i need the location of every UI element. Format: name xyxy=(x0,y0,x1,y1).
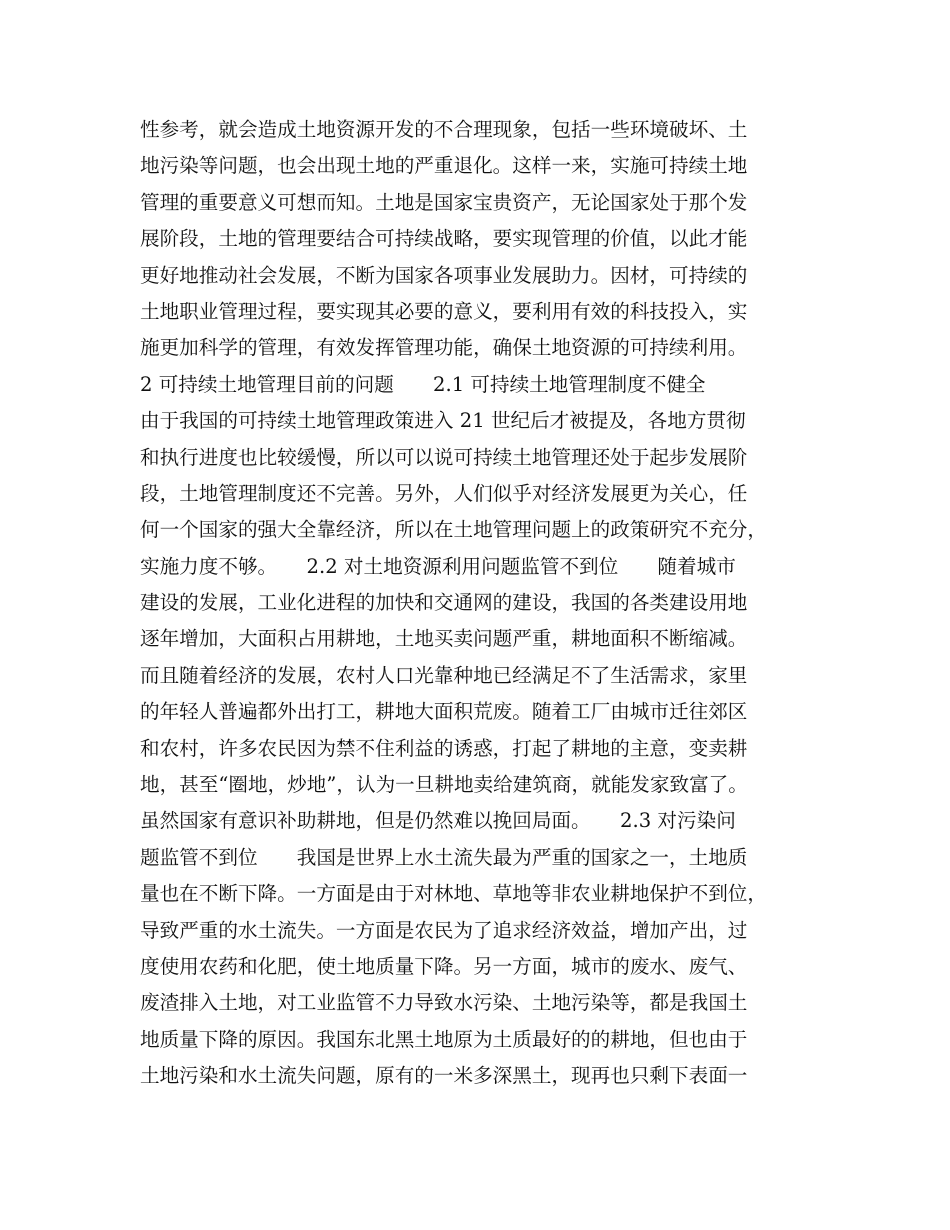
text-line: 量也在不断下降。一方面是由于对林地、草地等非农业耕地保护不到位， xyxy=(140,882,767,906)
body-text xyxy=(140,112,820,1095)
text-line: 和执行进度也比较缓慢，所以可以说可持续土地管理还处于起步发展阶 xyxy=(140,445,748,469)
text-line: 题监管不到位 我国是世界上水土流失最为严重的国家之一，土地质 xyxy=(140,845,748,869)
text-line: 地质量下降的原因。我国东北黑土地原为土质最好的的耕地，但也由于 xyxy=(140,1027,748,1051)
text-line: 管理的重要意义可想而知。土地是国家宝贵资产，无论国家处于那个发 xyxy=(140,190,748,214)
text-line: 导致严重的水土流失。一方面是农民为了追求经济效益，增加产出，过 xyxy=(140,918,748,942)
section-heading-line: 2 可持续土地管理目前的问题 2.1 可持续土地管理制度不健全 xyxy=(140,372,706,396)
text-line: 地，甚至“圈地，炒地”，认为一旦耕地卖给建筑商，就能发家致富了。 xyxy=(140,773,748,797)
text-line: 度使用农药和化肥，使土地质量下降。另一方面，城市的废水、废气、 xyxy=(140,954,748,978)
text-line: 展阶段，土地的管理要结合可持续战略，要实现管理的价值，以此才能 xyxy=(140,227,748,251)
text-line: 性参考，就会造成土地资源开发的不合理现象，包括一些环境破坏、土 xyxy=(140,118,748,141)
text-line: 更好地推动社会发展，不断为国家各项事业发展助力。因材，可持续的 xyxy=(140,263,748,287)
text-line: 土地职业管理过程，要实现其必要的意义，要利用有效的科技投入，实 xyxy=(140,299,748,323)
text-line: 地污染等问题，也会出现土地的严重退化。这样一来，实施可持续土地 xyxy=(140,154,748,178)
text-line: 逐年增加，大面积占用耕地，土地买卖问题严重，耕地面积不断缩减。 xyxy=(140,627,748,651)
text-line: 的年轻人普遍都外出打工，耕地大面积荒废。随着工厂由城市迁往郊区 xyxy=(140,700,748,724)
text-line: 何一个国家的强大全靠经济，所以在土地管理问题上的政策研究不充分， xyxy=(140,518,767,542)
text-line: 和农村，许多农民因为禁不住利益的诱惑，打起了耕地的主意，变卖耕 xyxy=(140,736,748,760)
text-line: 实施力度不够。 2.2 对土地资源利用问题监管不到位 随着城市 xyxy=(140,554,736,578)
text-line: 段，土地管理制度还不完善。另外，人们似乎对经济发展更为关心，任 xyxy=(140,481,748,505)
text-line: 而且随着经济的发展，农村人口光靠种地已经满足不了生活需求，家里 xyxy=(140,663,748,687)
text-line: 由于我国的可持续土地管理政策进入 21 世纪后才被提及，各地方贯彻 xyxy=(140,409,746,433)
text-line: 施更加科学的管理，有效发挥管理功能，确保土地资源的可持续利用。 xyxy=(140,336,748,360)
text-line: 土地污染和水土流失问题，原有的一米多深黑土，现再也只剩下表面一 xyxy=(140,1064,748,1088)
text-line: 建设的发展，工业化进程的加快和交通网的建设，我国的各类建设用地 xyxy=(140,591,748,615)
text-line: 废渣排入土地，对工业监管不力导致水污染、土地污染等，都是我国土 xyxy=(140,991,748,1015)
text-line: 虽然国家有意识补助耕地，但是仍然难以挽回局面。 2.3 对污染问 xyxy=(140,809,736,833)
